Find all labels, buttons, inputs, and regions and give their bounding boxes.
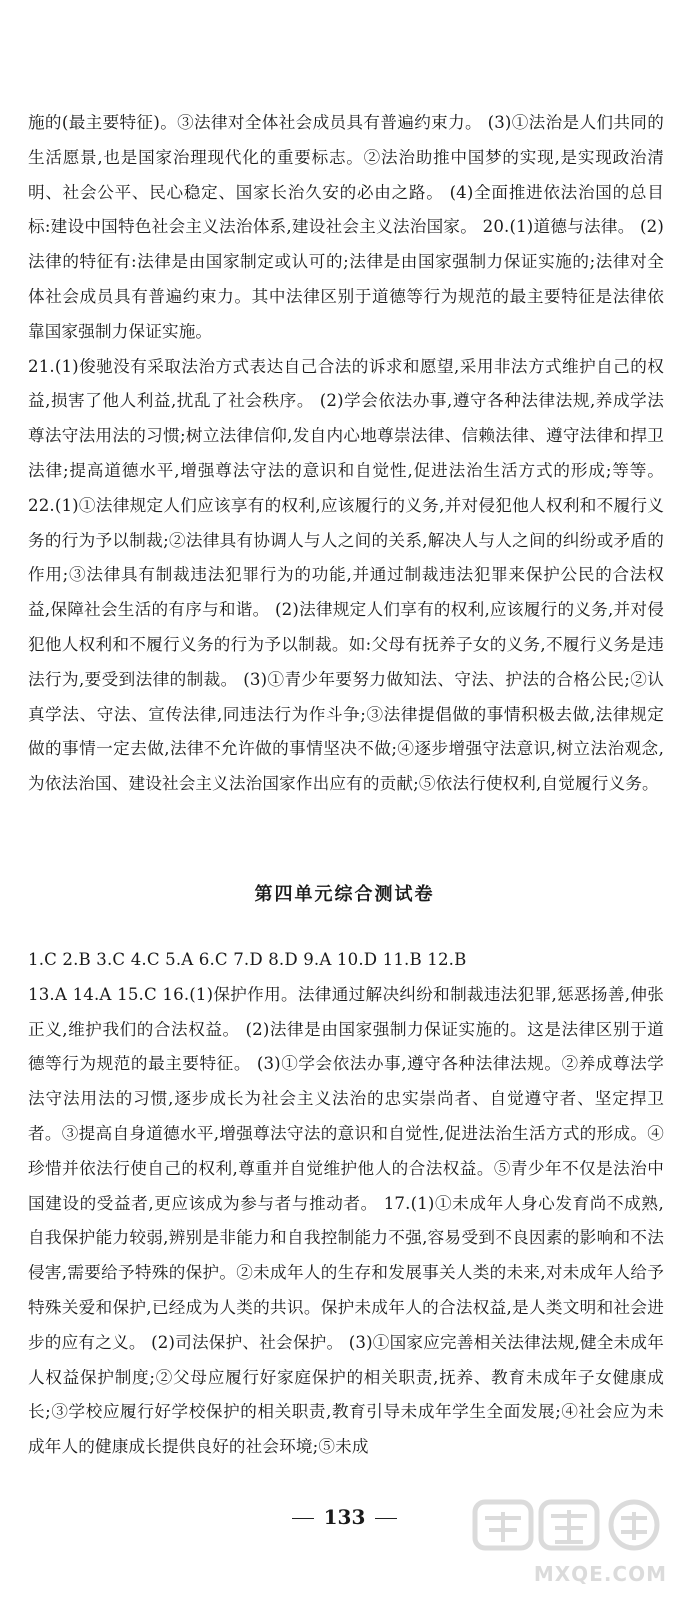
- site-watermark: [471, 1498, 671, 1586]
- section-title: 第四单元综合测试卷: [254, 884, 435, 905]
- page-number-dash-right: [375, 1518, 397, 1519]
- page-number-dash-left: [292, 1518, 314, 1519]
- answer-paragraph: 13.A 14.A 15.C 16.(1)保护作用。法律通过解决纠纷和制裁违法犯罪,惩恶扬善,伸张正义,维护我们的合法权益。 (2)法律是由国家强制力保证实施的。这是法律区别于道德等行为规范的最主要特征。 (3)①学会依法办事,遵守各种法律法规。②养成尊法学法守法用法的习惯,逐步成长为社会主义法治的忠实崇尚者、自觉遵守者、坚定捍卫者。③提高自身道德水平,增强尊法守法的意识和自觉性,促进法治生活方式的形成。④珍惜并依法行使自己的权利,尊重并自觉维护他人的合法权益。⑤青少年不仅是法治中国建设的受益者,更应该成为参与者与推动者。 17.(1)①未成年人身心发育尚不成熟,自我保护能力较弱,辨别是非能力和自我控制能力不强,容易受到不良因素的影响和不法侵害,需要给予特殊的保护。②未成年人的生存和发展事关人类的未来,对未成年人给予特殊关爱和保护,已经成为人类的共识。保护未成年人的合法权益,是人类文明和社会进步的应有之义。 (2)司法保护、社会保护。 (3)①国家应完善相关法律法规,健全未成年人权益保护制度;②父母应履行好家庭保护的相关职责,抚养、教育未成年子女健康成长;③学校应履行好学校保护的相关职责,教育引导未成年学生全面发展;④社会应为未成年人的健康成长提供良好的社会环境;⑤未成: [28, 984, 664, 1457]
- page-number-text: 133: [323, 1505, 366, 1529]
- answer-paragraph: 施的(最主要特征)。③法律对全体社会成员具有普遍约束力。 (3)①法治是人们共同的生活愿景,也是国家治理现代化的重要标志。②法治助推中国梦的实现,是实现政治清明、社会公平、民心稳定、国家长治久安的必由之路。 (4)全面推进依法治国的总目标:建设中国特色社会主义法治体系,建设社会主义法治国家。 20.(1)道德与法律。 (2)法律的特征有:法律是由国家制定或认可的;法律是由国家强制力保证实施的;法律对全体社会成员具有普遍约束力。其中法律区别于道德等行为规范的最主要特征是法律依靠国家强制力保证实施。: [28, 113, 664, 341]
- watermark-url: MXQE.COM: [533, 1562, 667, 1586]
- answer-paragraph: 21.(1)俊驰没有采取法治方式表达自己合法的诉求和愿望,采用非法方式维护自己的权益,损害了他人利益,扰乱了社会秩序。 (2)学会依法办事,遵守各种法律法规,养成学法尊法守法用法的习惯;树立法律信仰,发自内心地尊崇法律、信赖法律、遵守法律和捍卫法律;提高道德水平,增强尊法守法的意识和自觉性,促进法治生活方式的形成;等等。 22.(1)①法律规定人们应该享有的权利,应该履行的义务,并对侵犯他人权利和不履行义务的行为予以制裁;②法律具有协调人与人之间的关系,解决人与人之间的纠纷或矛盾的作用;③法律具有制裁违法犯罪行为的功能,并通过制裁违法犯罪来保护公民的合法权益,保障社会生活的有序与和谐。 (2)法律规定人们享有的权利,应该履行的义务,并对侵犯他人权利和不履行义务的行为予以制裁。如:父母有抚养子女的义务,不履行义务是违法行为,要受到法律的制裁。 (3)①青少年要努力做知法、守法、护法的合格公民;②认真学法、守法、宣传法律,同违法行为作斗争;③法律提倡做的事情积极去做,法律规定做的事情一定去做,法律不允许做的事情坚决不做;④逐步增强守法意识,树立法治观念,为依法治国、建设社会主义法治国家作出应有的贡献;⑤依法行使权利,自觉履行义务。: [28, 356, 664, 794]
- previous-unit-answers: [28, 106, 664, 802]
- unit4-answers: [28, 943, 664, 1465]
- multiple-choice-answers: 1.C 2.B 3.C 4.C 5.A 6.C 7.D 8.D 9.A 10.D 11.B 12.B: [28, 950, 467, 969]
- watermark-logo-icon: [471, 1498, 671, 1554]
